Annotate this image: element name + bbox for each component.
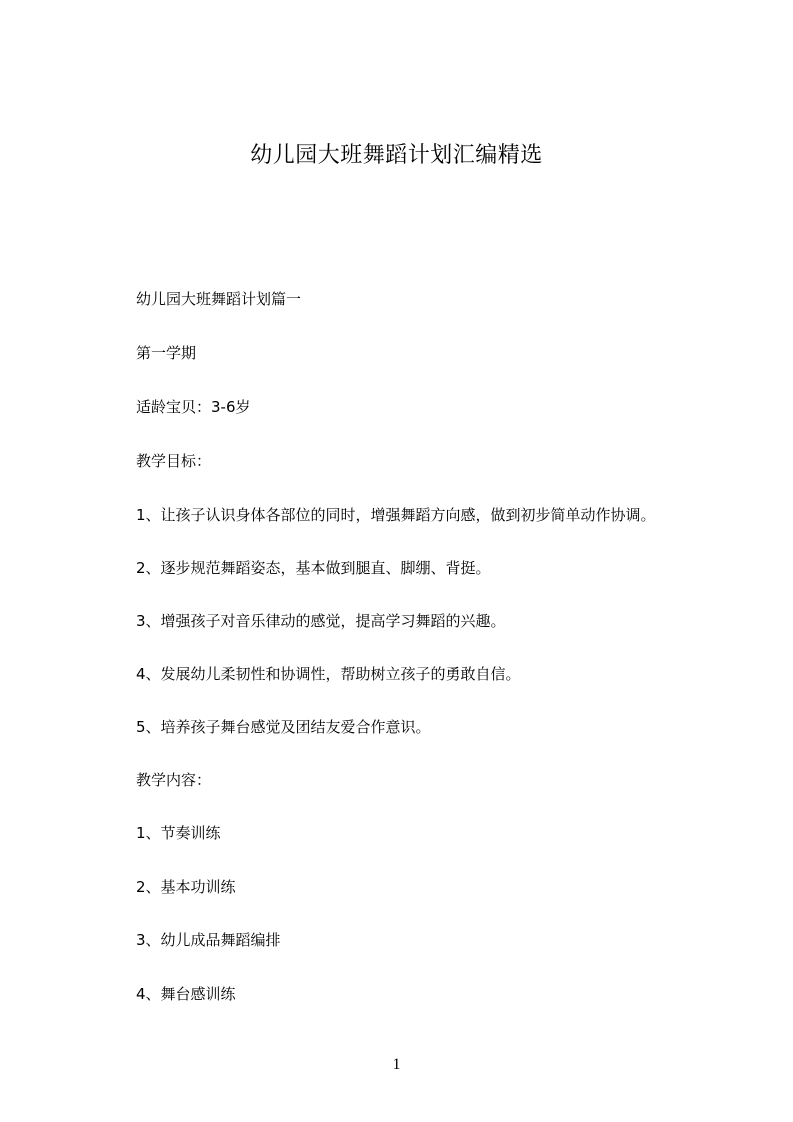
content-item: 4、舞台感训练 (136, 985, 236, 1003)
content-item: 3、幼儿成品舞蹈编排 (136, 931, 281, 949)
goal-item: 1、让孩子认识身体各部位的同时，增强舞蹈方向感，做到初步简单动作协调。 (136, 506, 656, 524)
content-heading: 教学内容： (136, 771, 212, 789)
goal-item: 5、培养孩子舞台感觉及团结友爱合作意识。 (136, 718, 431, 736)
age-line: 适龄宝贝：3-6岁 (136, 398, 251, 416)
section-heading: 幼儿园大班舞蹈计划篇一 (136, 290, 302, 308)
goal-item: 2、逐步规范舞蹈姿态，基本做到腿直、脚绷、背挺。 (136, 559, 491, 577)
goal-item: 3、增强孩子对音乐律动的感觉，提高学习舞蹈的兴趣。 (136, 612, 506, 630)
goals-heading: 教学目标： (136, 452, 212, 470)
document-title: 幼儿园大班舞蹈计划汇编精选 (250, 143, 543, 168)
goal-item: 4、发展幼儿柔韧性和协调性，帮助树立孩子的勇敢自信。 (136, 665, 521, 683)
semester-line: 第一学期 (136, 344, 197, 362)
content-item: 1、节奏训练 (136, 824, 221, 842)
content-item: 2、基本功训练 (136, 878, 236, 896)
page-number: 1 (392, 1056, 401, 1073)
